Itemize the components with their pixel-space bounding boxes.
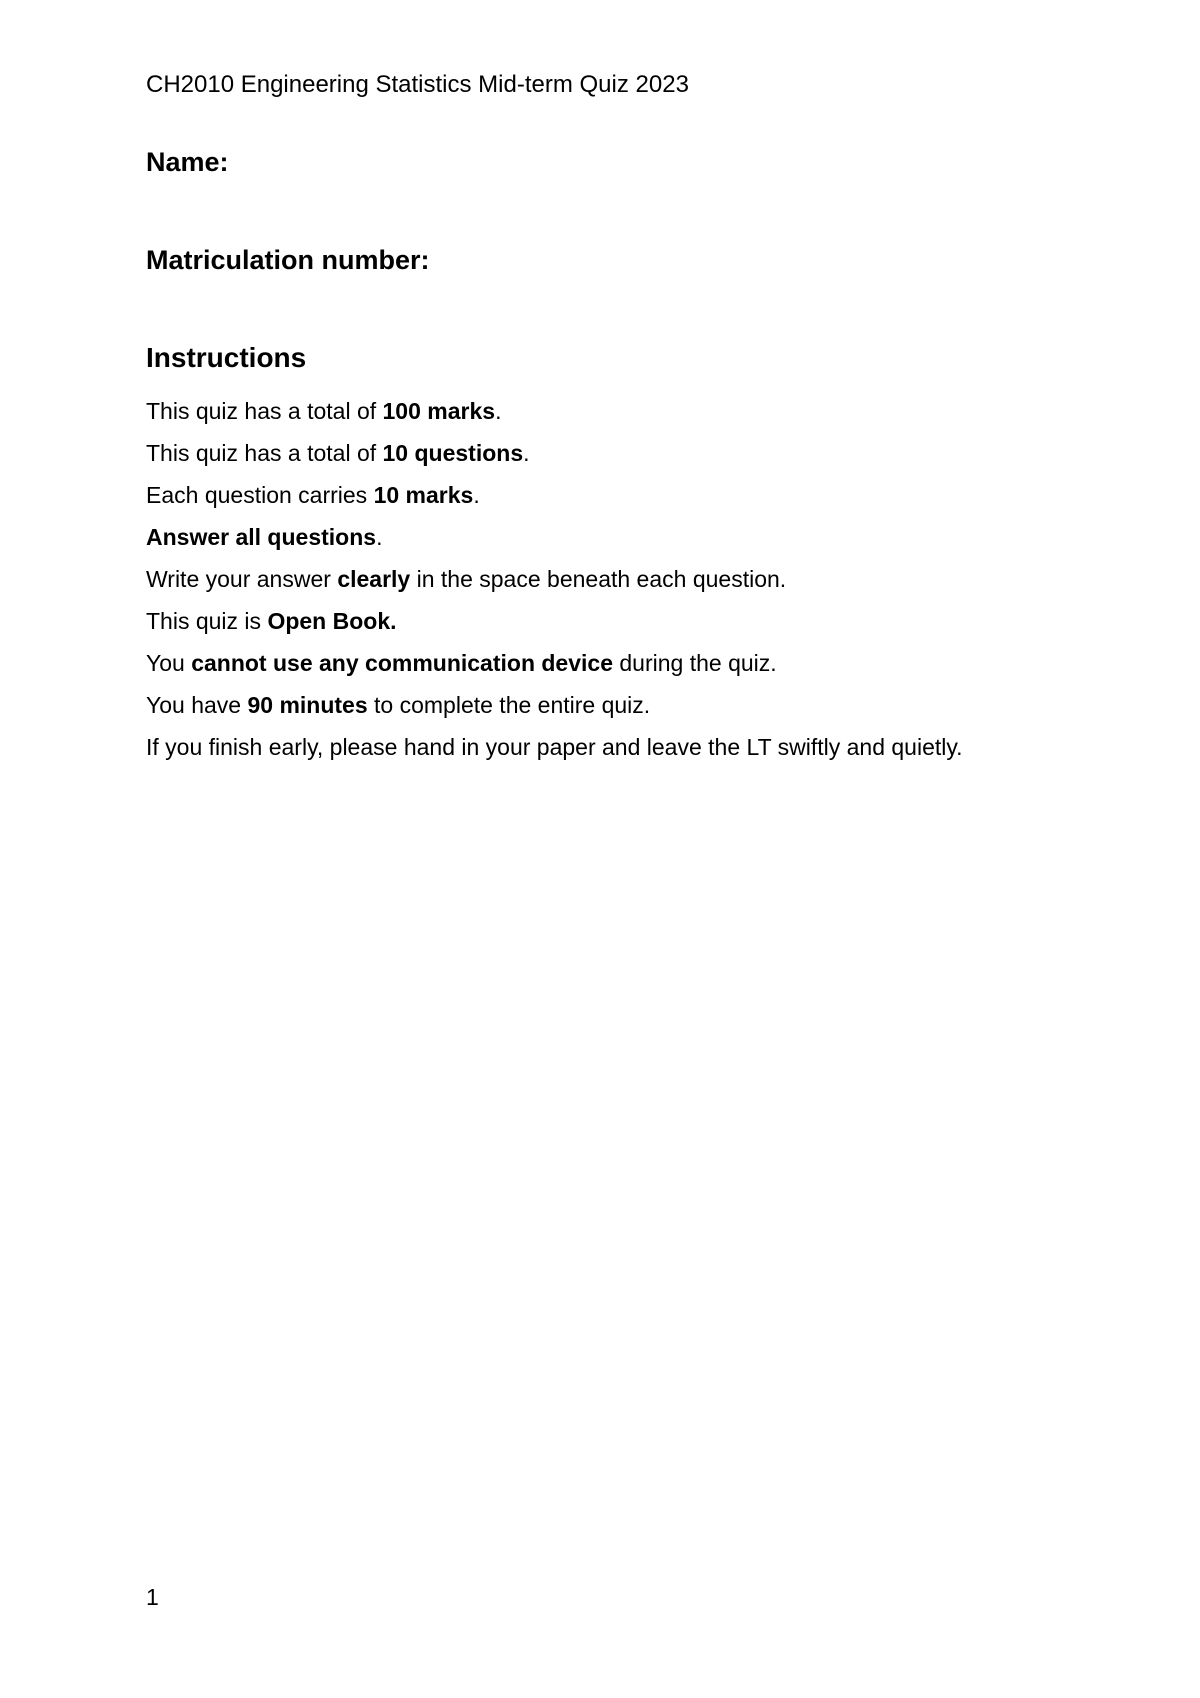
instruction-emphasis: clearly: [337, 566, 411, 592]
instruction-text: You: [146, 650, 192, 676]
instruction-line: [146, 432, 963, 474]
page-number: 1: [146, 1584, 159, 1610]
instruction-line: [146, 390, 963, 432]
instruction-text: .: [473, 482, 480, 508]
instruction-emphasis: 90 minutes: [247, 692, 368, 718]
instruction-emphasis: 10 questions: [382, 440, 524, 466]
instruction-text: Write your answer: [146, 566, 338, 592]
instruction-text: This quiz has a total of: [146, 440, 383, 466]
instruction-emphasis: 100 marks: [382, 398, 496, 424]
page-header: CH2010 Engineering Statistics Mid-term Quiz 2023: [146, 71, 689, 98]
instruction-emphasis: Answer all questions: [146, 524, 377, 550]
instruction-line: [146, 642, 963, 684]
instruction-line: [146, 684, 963, 726]
instruction-text: You have: [146, 692, 248, 718]
instruction-emphasis: 10 marks: [373, 482, 474, 508]
instruction-text: to complete the entire quiz.: [367, 692, 651, 718]
instruction-text: .: [495, 398, 502, 424]
name-label: Name:: [146, 147, 229, 177]
instruction-line: [146, 474, 963, 516]
instructions-heading: Instructions: [146, 342, 307, 373]
instructions-list: [146, 390, 963, 768]
instruction-text: Each question carries: [146, 482, 374, 508]
instruction-line: [146, 558, 963, 600]
instruction-line: [146, 600, 963, 642]
instruction-text: .: [523, 440, 530, 466]
instruction-emphasis: Open Book.: [267, 608, 397, 634]
instruction-emphasis: cannot use any communication device: [191, 650, 613, 676]
instruction-line: [146, 726, 963, 768]
instruction-text: .: [376, 524, 383, 550]
instruction-line: [146, 516, 963, 558]
instruction-text: This quiz has a total of: [146, 398, 383, 424]
instruction-text: This quiz is: [146, 608, 268, 634]
matriculation-number-label: Matriculation number:: [146, 245, 430, 275]
instruction-text: during the quiz.: [613, 650, 777, 676]
instruction-text: If you finish early, please hand in your paper and leave the LT swiftly and quietly.: [146, 734, 963, 760]
instruction-text: in the space beneath each question.: [410, 566, 787, 592]
